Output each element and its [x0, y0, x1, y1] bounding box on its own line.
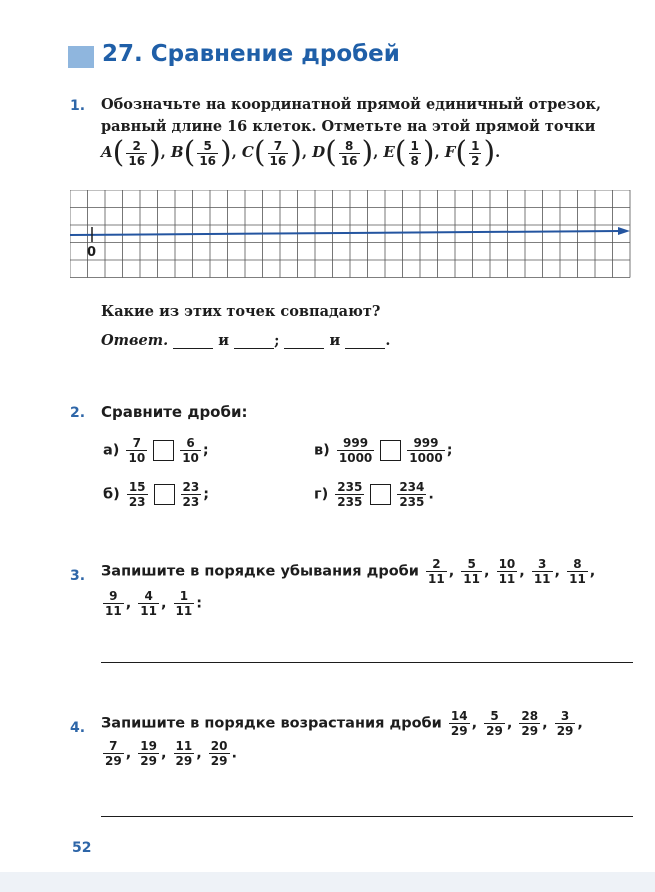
point-f: F( $\frac{1}{2}$ ).	[444, 135, 501, 170]
point-c: C( $\frac{7}{16}$ ),	[241, 135, 308, 170]
compare-item-a: а) $\frac{7}{10}$ $\frac{6}{10}$ ;	[103, 436, 209, 465]
answer-label: Ответ.	[101, 332, 169, 349]
point-b: B( $\frac{5}{16}$ ),	[170, 135, 237, 170]
zero-label: 0	[87, 245, 97, 260]
number-line-arrow-icon	[618, 227, 630, 235]
task-3-answer-line[interactable]	[101, 662, 633, 663]
compare-box-a[interactable]	[153, 440, 174, 461]
and-word-2: и	[329, 332, 341, 349]
task-2-prompt: Сравните дроби:	[101, 403, 248, 421]
task-4-line-2: $\frac{7}{29}$ , $\frac{19}{29}$ , $\frac{11}{29}$ , $\frac{20}{29}$ .	[105, 739, 238, 768]
answer-blank-1[interactable]	[173, 334, 213, 349]
task-1-number: 1.	[70, 98, 86, 114]
grid-svg	[70, 190, 632, 280]
point-a: A( $\frac{2}{16}$ ),	[101, 135, 166, 170]
page-title: 27. Сравнение дробей	[102, 41, 400, 67]
answer-blank-2[interactable]	[234, 334, 274, 349]
compare-item-v: в) $\frac{999}{1000}$ $\frac{999}{1000}$ ;	[314, 436, 453, 465]
answer-blank-3[interactable]	[284, 334, 324, 349]
bottom-band	[0, 872, 655, 892]
point-e: E( $\frac{1}{8}$ ),	[383, 135, 440, 170]
compare-box-b[interactable]	[154, 484, 175, 505]
task-2-number: 2.	[70, 405, 86, 421]
task-1-answer: Ответ. и ; и .	[101, 332, 391, 349]
compare-box-v[interactable]	[380, 440, 401, 461]
coordinate-grid	[70, 190, 632, 284]
task-4-line-1: Запишите в порядке возрастания дроби $\frac{14}{29}$ , $\frac{5}{29}$ , $\frac{28}{29}$ , $\frac{3}{29}$ ,	[101, 709, 583, 738]
task-1-text-line-1: Обозначьте на координатной прямой единичный отрезок,	[101, 96, 602, 113]
task-1-points	[101, 135, 501, 170]
task-3-line-1: Запишите в порядке убывания дроби $\frac{2}{11}$ , $\frac{5}{11}$ , $\frac{10}{11}$ , $\frac{3}{11}$ , $\frac{8}{11}$ ,	[101, 557, 596, 586]
compare-item-b: б) $\frac{15}{23}$ $\frac{23}{23}$ ;	[103, 480, 210, 509]
task-4-number: 4.	[70, 720, 86, 736]
task-3-number: 3.	[70, 568, 86, 584]
page-number: 52	[72, 840, 92, 856]
and-word-1: и	[218, 332, 230, 349]
task-3-line-2: $\frac{9}{11}$ , $\frac{4}{11}$ , $\frac{1}{11}$ :	[105, 589, 203, 618]
task-1-text-line-2: равный длине 16 клеток. Отметьте на этой прямой точки	[101, 118, 596, 135]
answer-blank-4[interactable]	[345, 334, 385, 349]
task-1-question: Какие из этих точек совпадают?	[101, 303, 381, 320]
title-marker	[68, 46, 94, 68]
point-d: D( $\frac{8}{16}$ ),	[312, 135, 379, 170]
number-line	[70, 231, 620, 235]
compare-item-g: г) $\frac{235}{235}$ $\frac{234}{235}$ .	[314, 480, 434, 509]
compare-box-g[interactable]	[370, 484, 391, 505]
task-4-answer-line[interactable]	[101, 816, 633, 817]
